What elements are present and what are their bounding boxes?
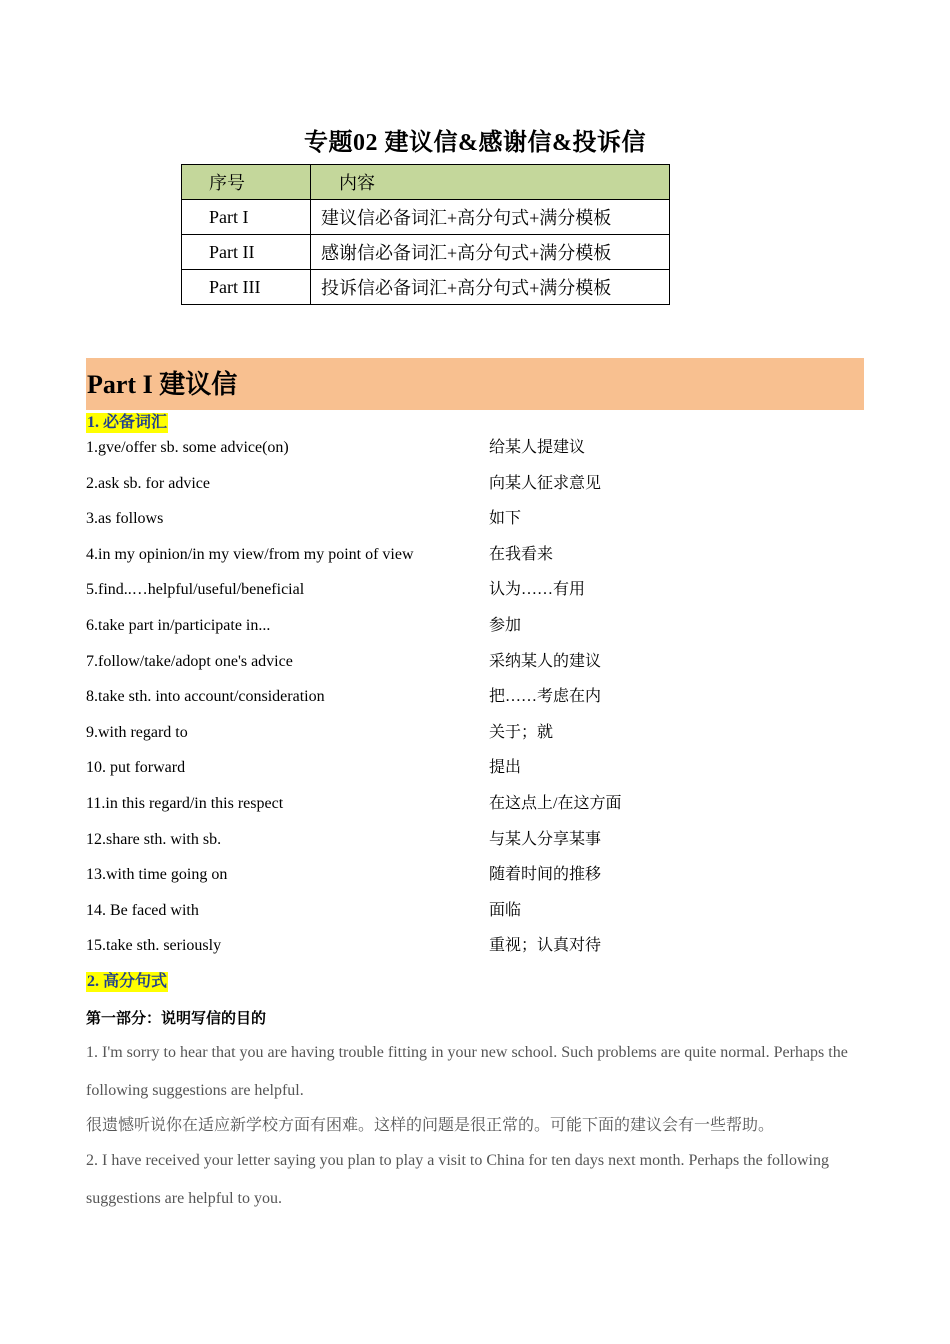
list-item xyxy=(86,650,866,674)
table-header-cell: 内容 xyxy=(311,165,670,200)
list-item xyxy=(86,828,866,852)
vocab-english: 4.in my opinion/in my view/from my point of view xyxy=(86,545,414,563)
sentence-zh: 很遗憾听说你在适应新学校方面有困难。这样的问题是很正常的。可能下面的建议会有一些帮助。 xyxy=(86,1117,775,1134)
vocab-english: 7.follow/take/adopt one's advice xyxy=(86,652,293,670)
vocab-english: 8.take sth. into account/consideration xyxy=(86,688,325,706)
list-item xyxy=(86,436,866,460)
vocab-chinese: 在我看来 xyxy=(489,545,554,563)
vocab-english: 14. Be faced with xyxy=(86,901,199,919)
vocab-english: 1.gve/offer sb. some advice(on) xyxy=(86,439,289,456)
vocab-english: 11.in this regard/in this respect xyxy=(86,795,284,812)
table-header-cell: 序号 xyxy=(182,165,311,200)
vocab-english: 10. put forward xyxy=(86,759,186,777)
section-subheading: 第一部分：说明写信的目的 xyxy=(86,1011,267,1027)
list-item xyxy=(86,792,866,816)
vocab-chinese: 给某人提建议 xyxy=(489,439,586,456)
vocab-english: 2.ask sb. for advice xyxy=(86,474,210,492)
section-header-part-1: Part I 建议信 xyxy=(86,358,864,410)
table-cell-part: Part I xyxy=(182,200,311,235)
list-item xyxy=(86,685,866,709)
list-item xyxy=(86,507,866,531)
vocab-english: 13.with time going on xyxy=(86,866,228,884)
vocab-chinese: 如下 xyxy=(489,510,522,528)
vocab-chinese: 提出 xyxy=(489,759,522,777)
vocab-chinese: 重视；认真对待 xyxy=(489,937,602,955)
vocab-chinese: 把……考虑在内 xyxy=(489,688,602,706)
table-header-row xyxy=(182,165,670,200)
table-row xyxy=(182,235,670,270)
list-item xyxy=(86,899,866,923)
vocab-english: 5.find..…helpful/useful/beneficial xyxy=(86,581,305,599)
table-cell-part: Part II xyxy=(182,235,311,270)
table-cell-part: Part III xyxy=(182,270,311,305)
vocab-english: 15.take sth. seriously xyxy=(86,937,222,955)
list-item xyxy=(86,578,866,602)
vocab-english: 9.with regard to xyxy=(86,723,188,741)
table-row xyxy=(182,270,670,305)
list-item xyxy=(86,934,866,958)
vocab-chinese: 与某人分享某事 xyxy=(489,830,602,848)
document-title: 专题02 建议信&感谢信&投诉信 xyxy=(304,130,646,156)
table-cell-content: 投诉信必备词汇+高分句式+满分模板 xyxy=(311,270,670,305)
sentence-en: 2. I have received your letter saying you plan to play a visit to China for ten days next month. Perhaps the following suggestions are helpful to you. xyxy=(86,1152,829,1207)
table-cell-content: 建议信必备词汇+高分句式+满分模板 xyxy=(311,200,670,235)
vocab-english: 6.take part in/participate in... xyxy=(86,617,271,634)
table-row xyxy=(182,200,670,235)
contents-table xyxy=(181,164,670,305)
sentence-en: 1. I'm sorry to hear that you are having trouble fitting in your new school. Such problems are quite normal. Perhaps the following suggestions are helpful. xyxy=(86,1044,848,1099)
vocab-chinese: 采纳某人的建议 xyxy=(489,652,602,670)
list-item xyxy=(86,614,866,638)
vocab-english: 3.as follows xyxy=(86,510,164,528)
vocab-heading: 1. 必备词汇 xyxy=(87,414,168,431)
vocab-chinese: 面临 xyxy=(489,901,522,919)
list-item xyxy=(86,863,866,887)
list-item xyxy=(86,472,866,496)
vocab-chinese: 认为……有用 xyxy=(489,581,586,599)
sentences-heading: 2. 高分句式 xyxy=(87,973,168,990)
table-cell-content: 感谢信必备词汇+高分句式+满分模板 xyxy=(311,235,670,270)
list-item xyxy=(86,756,866,780)
list-item xyxy=(86,543,866,567)
list-item xyxy=(86,721,866,745)
vocab-english: 12.share sth. with sb. xyxy=(86,830,222,848)
vocab-chinese: 参加 xyxy=(489,617,522,634)
vocab-chinese: 随着时间的推移 xyxy=(489,866,602,884)
vocab-chinese: 关于；就 xyxy=(489,723,554,741)
vocab-chinese: 在这点上/在这方面 xyxy=(489,795,622,812)
vocab-chinese: 向某人征求意见 xyxy=(489,474,602,492)
